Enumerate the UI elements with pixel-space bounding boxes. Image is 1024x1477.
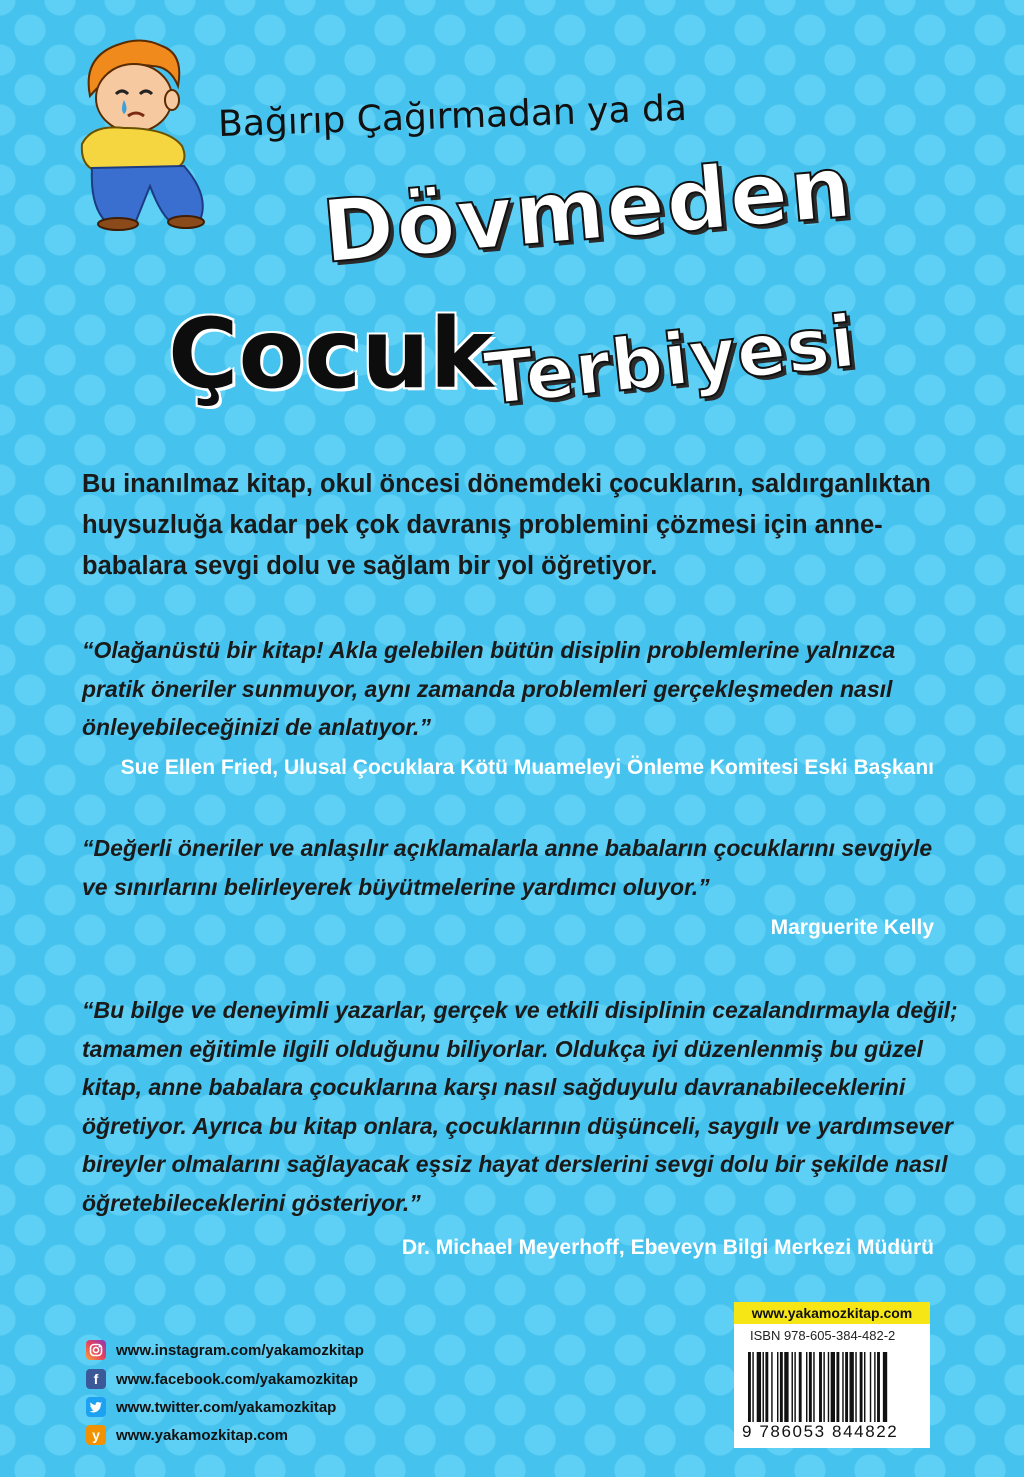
social-twitter[interactable] bbox=[86, 1396, 336, 1418]
quote-2-text: “Değerli öneriler ve anlaşılır açıklamalarla anne babaların çocuklarını sevgiyle ve sınırlarını belirleyerek büyütmelerine yardımcı oluyor.” bbox=[82, 835, 933, 900]
barcode-bar bbox=[777, 1352, 778, 1422]
quote-1-text: “Olağanüstü bir kitap! Akla gelebilen bütün disiplin problemlerine yalnızca pratik öneriler sunmuyor, aynı zamanda problemleri gerçekleşmeden nasıl önleyebileceğinizi de anlatıyor.” bbox=[82, 637, 896, 740]
title-terbiyesi: Terbiyesi bbox=[480, 298, 860, 422]
barcode-bar bbox=[877, 1352, 880, 1422]
social-instagram[interactable] bbox=[86, 1339, 364, 1361]
barcode-bar bbox=[819, 1352, 822, 1422]
title-cocuk-text: Ç bbox=[168, 298, 239, 410]
facebook-link[interactable]: www.facebook.com/yakamozkitap bbox=[116, 1370, 359, 1388]
twitter-icon bbox=[86, 1397, 106, 1417]
subtitle-line: Bağırıp Çağırmadan ya da bbox=[217, 87, 688, 146]
facebook-icon: f bbox=[86, 1369, 106, 1389]
barcode-bar bbox=[806, 1352, 807, 1422]
barcode-bar bbox=[794, 1352, 795, 1422]
barcode-bar bbox=[748, 1352, 751, 1422]
yakamoz-logo-icon: y bbox=[86, 1425, 106, 1445]
barcode-bars bbox=[748, 1352, 922, 1422]
instagram-icon bbox=[86, 1340, 106, 1360]
barcode-bar bbox=[757, 1352, 761, 1422]
barcode-bar bbox=[765, 1352, 768, 1422]
barcode-box bbox=[734, 1324, 930, 1448]
crying-boy-illustration bbox=[72, 36, 212, 231]
barcode-bar bbox=[780, 1352, 783, 1422]
quote-3-author: Dr. Michael Meyerhoff, Ebeveyn Bilgi Merkezi Müdürü bbox=[401, 1236, 934, 1259]
barcode-bar bbox=[855, 1352, 856, 1422]
barcode-bar bbox=[752, 1352, 753, 1422]
social-facebook[interactable] bbox=[86, 1368, 358, 1390]
barcode-bar bbox=[845, 1352, 848, 1422]
title-cocuk-rest: ocuk bbox=[238, 298, 494, 410]
barcode-bar bbox=[842, 1352, 843, 1422]
barcode-bar bbox=[831, 1352, 835, 1422]
isbn-text: ISBN 978-605-384-482-2 bbox=[750, 1328, 896, 1343]
website-link[interactable]: www.yakamozkitap.com bbox=[116, 1426, 289, 1444]
website-tag: www.yakamozkitap.com bbox=[734, 1302, 930, 1324]
barcode-bar bbox=[813, 1352, 814, 1422]
barcode-bar bbox=[792, 1352, 793, 1422]
social-website[interactable] bbox=[86, 1424, 288, 1446]
barcode-bar bbox=[870, 1352, 871, 1422]
title-cocuk bbox=[168, 298, 494, 410]
quote-2-author: Marguerite Kelly bbox=[770, 916, 934, 939]
quote-3-text: “Bu bilge ve deneyimli yazarlar, gerçek ve etkili disiplinin cezalandırmayla değil; tamamen eğitimle ilgili olduğunu biliyorlar. Oldukça iyi düzenlenmiş bu güzel kitap, anne babalara çocuklarına karşı nasıl sağduyulu davranabileceklerini öğretiyor. Ayrıca bu kitap onlara, çocuklarının düşünceli, saygılı ve yardımsever bireyler olmalarını sağlayacak eşsiz hayat derslerini sevgi dolu bir şekilde nasıl öğretebileceklerini gösteriyor.” bbox=[82, 997, 958, 1216]
barcode-bar bbox=[799, 1352, 802, 1422]
barcode-bar bbox=[784, 1352, 788, 1422]
barcode-digits: 9 786053 844822 bbox=[742, 1422, 899, 1441]
barcode-bar bbox=[883, 1352, 887, 1422]
barcode-bar bbox=[763, 1352, 764, 1422]
barcode-bar bbox=[823, 1352, 824, 1422]
instagram-link[interactable]: www.instagram.com/yakamozkitap bbox=[116, 1341, 364, 1359]
twitter-link[interactable]: www.twitter.com/yakamozkitap bbox=[116, 1398, 337, 1416]
barcode-bar bbox=[836, 1352, 839, 1422]
barcode-bar bbox=[864, 1352, 865, 1422]
barcode-bar bbox=[828, 1352, 829, 1422]
title-dovmeden: Dövmeden bbox=[318, 137, 857, 283]
quote-1-author: Sue Ellen Fried, Ulusal Çocuklara Kötü Muameleyi Önleme Komitesi Eski Başkanı bbox=[120, 756, 934, 779]
barcode-bar bbox=[809, 1352, 812, 1422]
intro-paragraph: Bu inanılmaz kitap, okul öncesi dönemdeki çocukların, saldırganlıktan huysuzluğa kadar pek çok davranış problemini çözmesi için anne-babalara sevgi dolu ve sağlam bir yol öğretiyor. bbox=[82, 470, 931, 580]
barcode-bar bbox=[860, 1352, 863, 1422]
barcode-bar bbox=[850, 1352, 854, 1422]
barcode-bar bbox=[771, 1352, 772, 1422]
barcode-bar bbox=[874, 1352, 875, 1422]
